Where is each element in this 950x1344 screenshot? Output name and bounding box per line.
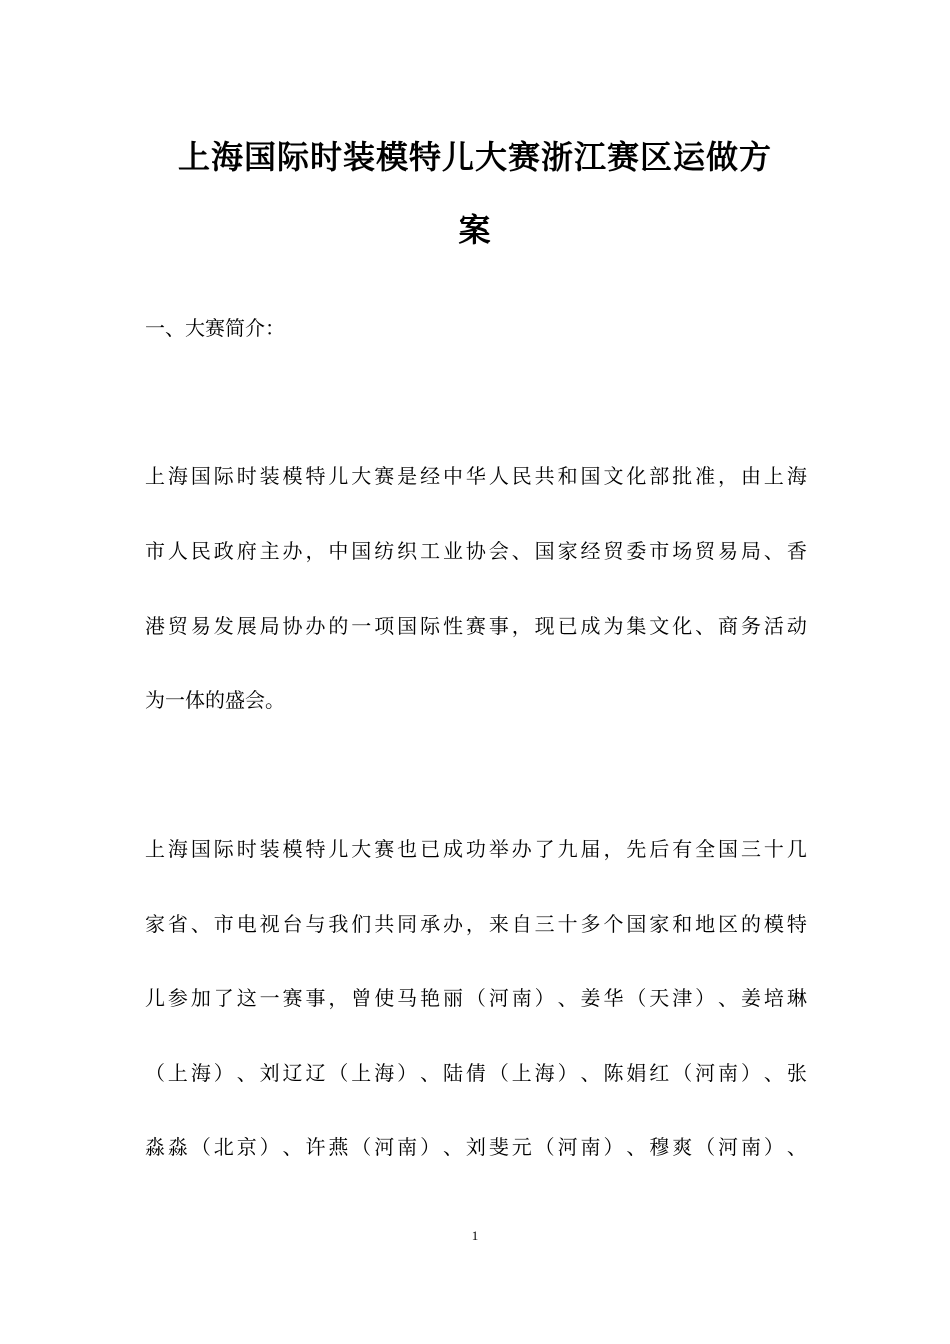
paragraph-1-line: 上 海 国 际 时 装 模 特 儿 大 赛 是 经 中 华 人 民 共 和 国 文 化 部 批 准 ， 由 上 海: [145, 464, 807, 488]
section-heading: 一、大赛简介：: [145, 316, 285, 340]
paragraph-1-line: 为一体的盛会。: [145, 688, 285, 712]
page-number: 1: [471, 1228, 479, 1243]
paragraph-2-line: 家 省 、 市 电 视 台 与 我 们 共 同 承 办 ， 来 自 三 十 多 个 国 家 和 地 区 的 模 特: [145, 912, 807, 936]
paragraph-2-line: 上 海 国 际 时 装 模 特 儿 大 赛 也 已 成 功 举 办 了 九 届 ， 先 后 有 全 国 三 十 几: [145, 837, 807, 861]
paragraph-2-line: （ 上 海 ） 、 刘 辽 辽 （ 上 海 ） 、 陆 倩 （ 上 海 ） 、 陈 娟 红 （ 河 南 ） 、 张: [145, 1061, 807, 1085]
paragraph-2-line: 儿 参 加 了 这 一 赛 事 ， 曾 使 马 艳 丽 （ 河 南 ） 、 姜 华 （ 天 津 ） 、 姜 培 琳: [145, 986, 807, 1010]
paragraph-2-line: 淼 淼 （ 北 京 ） 、 许 燕 （ 河 南 ） 、 刘 斐 元 （ 河 南 ） 、 穆 爽 （ 河 南 ） 、: [145, 1135, 807, 1159]
document-title-line-1: 上海国际时装模特儿大赛浙江赛区运做方: [177, 138, 772, 176]
document-title-line-2: 案: [458, 211, 492, 249]
paragraph-1-line: 市 人 民 政 府 主 办 ， 中 国 纺 织 工 业 协 会 、 国 家 经 贸 委 市 场 贸 易 局 、 香: [145, 539, 807, 563]
paragraph-1-line: 港 贸 易 发 展 局 协 办 的 一 项 国 际 性 赛 事 ， 现 已 成 为 集 文 化 、 商 务 活 动: [145, 614, 807, 638]
